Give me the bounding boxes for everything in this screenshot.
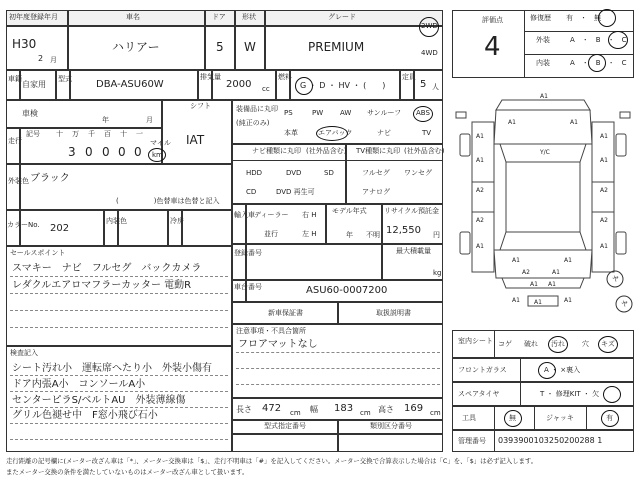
rule [524, 10, 525, 78]
mileage-label: 走行 [8, 137, 22, 145]
seat-option: 穴 [582, 340, 589, 348]
tools-value: 無 [509, 414, 516, 422]
rule [236, 352, 440, 353]
nav-dvd-play: DVD 再生可 [276, 188, 315, 196]
recycle-value: 12,550 [386, 225, 421, 236]
length-label: 長さ [236, 405, 252, 414]
displacement-label: 排気量 [200, 73, 221, 81]
nav-label: ナビ種類に丸印 [252, 147, 301, 155]
glass-options: A ・ ×裏入 [544, 366, 581, 374]
fuel-label: 燃料 [278, 73, 292, 81]
rule [534, 406, 535, 430]
max-load-unit: kg [433, 269, 442, 277]
damage-mark: A1 [540, 93, 548, 100]
glass-label: フロントガラス [458, 366, 507, 374]
width-unit: cm [360, 409, 371, 417]
height-label: 高さ [378, 405, 394, 414]
shape-label: 形状 [242, 13, 256, 21]
damage-mark: A1 [600, 157, 608, 164]
first-reg-month: 2 [38, 54, 44, 63]
shape-value: W [244, 40, 256, 54]
inspection-month: 月 [146, 116, 153, 124]
width-label: 幅 [310, 405, 318, 414]
damage-mark: A1 [600, 133, 608, 140]
interior-color-label-cell [104, 210, 118, 246]
fuel-value: G ・ D ・ HV ・ ( ) [300, 81, 386, 90]
damage-mark: A1 [534, 299, 542, 306]
rule [10, 439, 228, 440]
damage-mark: A1 [570, 119, 578, 126]
import-dealer: ディーラー [254, 211, 289, 219]
first-reg-value: H30 [12, 37, 37, 51]
repair-label: 修復歴 [530, 14, 551, 22]
max-load-label: 最大積載量 [396, 247, 431, 255]
shift-value: IAT [186, 133, 205, 147]
door-label: ドア [212, 13, 226, 21]
interior-grade-label: 内装 [536, 59, 550, 67]
ac-label: 冷房 [170, 217, 184, 225]
rule [236, 384, 440, 385]
import-parallel: 並行 [264, 230, 278, 238]
seat-option: キズ [601, 340, 615, 348]
inspector-line4: グリル色褪せ中 F窓小飛び石小 [12, 410, 158, 421]
model-value: DBA-ASU60W [96, 79, 164, 90]
damage-mark: A1 [512, 297, 520, 304]
digit-label-symbol: 記号 [26, 130, 40, 138]
rule [10, 310, 228, 311]
interior-b-circle [588, 54, 606, 72]
tv-oneseg: ワンセグ [404, 169, 432, 177]
damage-mark: A1 [548, 281, 556, 288]
drive-2wd: 2WD [421, 22, 438, 30]
equip-tv: TV [422, 129, 432, 137]
sales-point-cell [6, 246, 232, 346]
registration-label: 登録番号 [234, 249, 262, 257]
chassis-label: 車台番号 [234, 283, 262, 291]
seat-label: 室内シート [458, 337, 493, 345]
attention-value: フロアマットなし [238, 339, 318, 350]
rule [494, 330, 495, 358]
equip-airbag: エアバック [318, 129, 353, 137]
rule [10, 293, 228, 294]
month-unit: 月 [50, 56, 57, 64]
interior-color-cell [118, 210, 168, 246]
drive-4wd: 4WD [421, 49, 438, 57]
damage-mark: A2 [600, 217, 608, 224]
ac-cell [182, 210, 232, 246]
sales-point-line1: スマキー ナビ フルセグ バックカメラ [12, 263, 202, 274]
nav-sub: (社外品含む) [306, 147, 347, 155]
damage-mark: A2 [600, 187, 608, 194]
digit-label-one: 一 [136, 130, 143, 138]
tv-fullseg: フルセグ [362, 169, 390, 177]
registration-cell [246, 244, 382, 280]
recycle-label: リサイクル預託金 [384, 207, 440, 215]
nav-hdd: HDD [246, 169, 263, 177]
mileage-digit: 0 [102, 145, 110, 159]
shift-label: シフト [190, 102, 211, 110]
tv-label: TV種類に丸印 [356, 147, 401, 155]
jack-value: 有 [606, 414, 613, 422]
import-label: 輸入車 [234, 211, 255, 219]
color-no-value: 202 [50, 223, 70, 234]
glass-a-circle [538, 362, 556, 379]
grade-label: グレード [328, 13, 356, 21]
mile-label: マイル [150, 139, 171, 147]
grade-value: PREMIUM [308, 40, 365, 54]
management-value: 0393900103250200288 1 [498, 436, 603, 445]
model-label: 型式 [58, 75, 72, 83]
exterior-grade-label: 外装 [536, 36, 550, 44]
rule [586, 406, 587, 430]
new-warranty: 新車保証書 [268, 309, 303, 317]
damage-mark: A1 [476, 133, 484, 140]
window-mark: ヤ [621, 300, 628, 308]
damage-mark: A1 [600, 243, 608, 250]
damage-mark: A1 [508, 119, 516, 126]
digit-label-hundred: 百 [104, 130, 111, 138]
inspector-label: 検査記入 [10, 349, 38, 357]
rule [10, 375, 228, 376]
fuel-g-circle [295, 77, 313, 95]
sales-point-label: セールスポイント [10, 249, 66, 257]
digit-label-ten-thousand-ten: 十 [56, 130, 63, 138]
footer-line2: またメーター交換の条件を満たしていないものはメーター改ざん車として扱います。 [6, 468, 249, 476]
interior-color-label: 内装色 [106, 217, 127, 225]
rule [494, 430, 495, 452]
cc-unit: cc [262, 85, 270, 93]
mileage-label-cell [6, 128, 20, 164]
equip-aw: AW [340, 109, 352, 117]
equip-leather: 本革 [284, 129, 298, 137]
inspector-line3: センターピラS/ベルトAU 外装薄線傷 [12, 395, 186, 406]
damage-mark: A2 [476, 217, 484, 224]
damage-mark: A1 [530, 281, 538, 288]
car-name-label: 車名 [126, 13, 140, 21]
import-right: 右 H [302, 211, 317, 219]
equip-abs: ABS [416, 109, 430, 117]
sales-point-line2: レダクルエアロマフラーカッター 電動R [12, 280, 192, 291]
inspector-line1: シート汚れ小 運転席へたり小 外装小傷有 [12, 363, 212, 374]
damage-mark: A2 [522, 269, 530, 276]
door-value: 5 [216, 40, 224, 54]
rule [10, 327, 228, 328]
type-value-cell [232, 434, 338, 452]
repair-none-circle [598, 9, 616, 27]
rule [10, 391, 228, 392]
equipment-sublabel: (純正のみ) [236, 119, 270, 127]
equip-ps: PS [284, 109, 293, 117]
damage-mark: A2 [476, 187, 484, 194]
damage-mark: Y/C [540, 149, 550, 156]
digit-label-ten-thousand: 万 [72, 130, 79, 138]
interior-grade-options: A ・ B ・ C [570, 59, 627, 67]
registry-value: 自家用 [22, 80, 46, 89]
nav-sd: SD [324, 169, 334, 177]
length-unit: cm [290, 409, 301, 417]
import-label-cell [232, 204, 246, 244]
damage-diagram [452, 82, 634, 322]
window-mark: ヤ [612, 275, 619, 283]
rule [520, 358, 521, 382]
damage-mark: A1 [552, 269, 560, 276]
exterior-grade-options: A ・ B ・ C [570, 36, 627, 44]
rule [10, 423, 228, 424]
width-value: 183 [334, 403, 354, 414]
digit-label-ten: 十 [120, 130, 127, 138]
model-year-unknown: 不明 [366, 231, 380, 239]
registry-label: 車籍 [8, 75, 22, 83]
seat-option: コゲ [498, 340, 512, 348]
inspection-year: 年 [102, 116, 109, 124]
score-label: 評価点 [482, 16, 503, 24]
nav-cd: CD [246, 188, 257, 196]
first-reg-label: 初年度登録年月 [9, 13, 58, 21]
height-value: 169 [404, 403, 424, 414]
model-year-year: 年 [346, 231, 353, 239]
nav-dvd: DVD [286, 169, 302, 177]
equipment-label: 装備品に丸印 [236, 105, 278, 113]
score-value: 4 [484, 32, 501, 62]
exterior-value: ブラック [30, 173, 70, 184]
exterior-label-cell [6, 164, 20, 210]
tv-sub: (社外品含む) [404, 147, 445, 155]
import-cell [246, 204, 326, 244]
exterior-label: 外装色 [8, 177, 29, 185]
recycle-unit: 円 [433, 231, 440, 239]
digit-label-thousand: 千 [88, 130, 95, 138]
damage-mark: A1 [512, 257, 520, 264]
repair-options: 有 ・ 無 [566, 14, 601, 22]
damage-mark: A1 [476, 243, 484, 250]
management-label: 管理番号 [458, 437, 486, 445]
spare-options: T ・ 修理KIT ・ 欠 [540, 390, 600, 398]
inspection-label: 車検 [22, 109, 38, 118]
mileage-digit: 0 [118, 145, 126, 159]
rule [10, 407, 228, 408]
model-year-label: モデル年式 [332, 207, 367, 215]
mileage-digit: 0 [85, 145, 93, 159]
ac-label-cell [168, 210, 182, 246]
spare-missing-circle [603, 386, 621, 403]
km-label: km [152, 151, 163, 159]
attention-cell [232, 324, 443, 398]
attention-label: 注意事項・不具合箇所 [236, 327, 306, 335]
type-label: 型式指定番号 [264, 422, 306, 430]
tools-label: 工具 [462, 414, 476, 422]
exterior-c-circle [608, 31, 628, 49]
inspector-line2: ドア内張A小 コンソールA小 [12, 379, 146, 390]
category-value-cell [338, 434, 443, 452]
damage-mark: A1 [564, 257, 572, 264]
damage-mark: A1 [564, 297, 572, 304]
manual: 取扱説明書 [376, 309, 411, 317]
equip-pw: PW [312, 109, 324, 117]
footer-line1: 走行距離の記号欄に(メーター改ざん車は「*」、メーター交換車は「$」、走行不明車は「#」を記入してください。メーター交換で合算表示した場合は「C」を、「$」は必ず記入します。 [6, 457, 538, 465]
rule [494, 406, 495, 430]
category-label: 類別区分番号 [370, 422, 412, 430]
exterior-note: ( )色替車は色替と記入 [116, 197, 220, 205]
rule [10, 276, 228, 277]
import-left: 左 H [302, 230, 317, 238]
seat-option: 破れ [524, 340, 538, 348]
spare-label: スペアタイヤ [458, 390, 500, 398]
capacity-value: 5 [420, 79, 427, 90]
equip-navi: ナビ [377, 129, 391, 137]
equip-sunroof: サンルーフ [367, 109, 402, 117]
color-no-label: カラーNo. [7, 221, 40, 229]
rule [520, 382, 521, 406]
damage-mark: A1 [476, 157, 484, 164]
chassis-value: ASU60-0007200 [306, 285, 388, 296]
capacity-label: 定員 [402, 73, 416, 81]
mileage-digit: 3 [68, 145, 76, 159]
mileage-digit: 0 [134, 145, 142, 159]
height-unit: cm [430, 409, 441, 417]
rule [236, 368, 440, 369]
jack-label: ジャッキ [546, 414, 574, 422]
length-value: 472 [262, 403, 282, 414]
seat-option: 汚れ [551, 340, 565, 348]
displacement-value: 2000 [226, 79, 252, 90]
capacity-unit: 人 [432, 83, 439, 91]
car-name-value: ハリアー [112, 40, 160, 54]
rule [525, 54, 634, 55]
tv-analog: アナログ [362, 188, 390, 196]
